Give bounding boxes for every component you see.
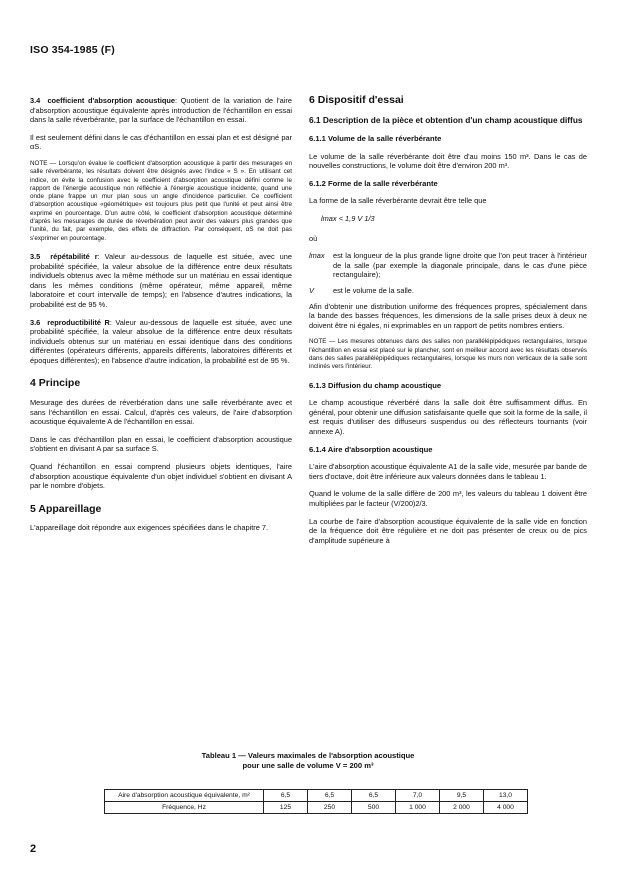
section-6-1-4-p2: Quand le volume de la salle diffère de 200 m³, les valeurs du tableau 1 doivent être multipliées par le facteur (V/200)2/3.	[309, 489, 587, 508]
row-label-absorption: Aire d'absorption acoustique équivalente, m²	[105, 790, 264, 802]
section-6-1-2-p1: La forme de la salle réverbérante devrait être telle que	[309, 196, 487, 206]
table-row: Fréquence, Hz 125 250 500 1 000 2 000 4 000	[105, 802, 528, 814]
page-number: 2	[30, 843, 37, 855]
section-4-p2: Dans le cas d'échantillon plan en essai, le coefficient d'absorption acoustique s'obtient en divisant A par sa surface S.	[30, 434, 292, 454]
section-6-1-4-p3: La courbe de l'aire d'absorption acoustique équivalente de la salle vide en fonction de la fréquence doit être régulière et ne doit pas présenter de creux ou de pics d'amplitude supérieure à	[309, 516, 587, 545]
section-6-title: 6 Dispositif d'essai	[309, 94, 404, 106]
definition-lmax: lmax est la longueur de la plus grande ligne droite que l'on peut tracer à l'intérieur de la salle (par exemple la diagonale principale, dans le cas d'une pièce rectangulaire);	[309, 251, 587, 280]
clause-3-5: 3.5 répétabilité r: Valeur au-dessous de laquelle est située, avec une probabilité spécifiée, la valeur absolue de la différence entre deux résultats individuels obtenus avec la même méthode sur un matériau en essai identique dans les mêmes conditions (même opérateur, même appareil, même laboratoire et court intervalle de temps); en l'absence d'autres indications, la probabilité est de 95 %.	[30, 251, 293, 309]
section-6-1-4-p1: L'aire d'absorption acoustique équivalente A1 de la salle vide, mesurée par bande de tiers d'octave, doit être inférieure aux valeurs données dans le tableau 1.	[309, 462, 587, 481]
running-header: ISO 354-1985 (F)	[30, 44, 115, 56]
section-6-1-3-p: Le champ acoustique réverbéré dans la salle doit être suffisamment diffus. En général, pour obtenir une diffusion satisfaisante quelle que soit la forme de la salle, il est requis d'utiliser des diffuseurs suspendus ou des réflecteurs tournants (voir annexe A).	[309, 398, 587, 436]
section-6-1-4-title: 6.1.4 Aire d'absorption acoustique	[309, 444, 433, 454]
section-4-title: 4 Principe	[30, 377, 81, 390]
table-1	[104, 789, 528, 814]
section-6-1-2-note: NOTE — Les mesures obtenues dans des salles non parallélépipédiques rectangulaires, lorsque l'échantillon en essai est placé sur le plancher, sont en meilleur accord avec les résultats observés dans des salles parallélépipédiques rectangulaires, lorsque les murs non verticaux de la salle sont inclinés vers l'intérieur.	[309, 338, 587, 371]
section-4-p3: Quand l'échantillon en essai comprend plusieurs objets identiques, l'aire d'absorption acoustique équivalente d'un objet individuel s'obtient en divisant A par le nombre d'objets.	[30, 462, 292, 491]
right-column	[309, 96, 587, 553]
clause-3-4-p2: Il est seulement défini dans le cas d'échantillon en essai plan et est désigné par αS.	[30, 132, 292, 152]
ou-word: où	[309, 233, 318, 243]
section-6-1-2-title: 6.1.2 Forme de la salle réverbérante	[309, 178, 438, 188]
left-column	[30, 96, 292, 541]
table-row: Aire d'absorption acoustique équivalente, m² 6,5 6,5 6,5 7,0 9,5 13,0	[105, 790, 528, 802]
definition-v: V est le volume de la salle.	[309, 286, 414, 296]
section-6-1-2-p2: Afin d'obtenir une distribution uniforme des fréquences propres, spécialement dans la bande des basses fréquences, les dimensions de la salle prises deux à deux ne doivent être ni égales, ni exprimables en un rapport de petits nombres entiers.	[309, 301, 587, 330]
section-5-title: 5 Appareillage	[30, 502, 102, 515]
clause-3-6: 3.6 reproductibilité R: Valeur au-dessous de laquelle est située, avec une probabilité spécifiée, la valeur absolue de la différence entre deux résultats individuels obtenus sur un matériau en essai identique dans des conditions différentes (opérateurs différents, appareils différents, laboratoires différents et époques différentes); en l'absence d'autre indication, la probabilité est de 95 %.	[30, 317, 292, 365]
section-4-p1: Mesurage des durées de réverbération dans une salle réverbérante avec et sans l'échantillon en essai. Calcul, d'après ces valeurs, de l'aire d'absorption acoustique équivalente A de l'échantillon en essai.	[30, 398, 292, 427]
clause-3-4-note: NOTE — Lorsqu'on évalue le coefficient d'absorption acoustique à partir des mesurages en salle réverbérante, les résultats doivent être désignés avec l'indice « S ». En utilisant cet indice, on évite la confusion avec le coefficient d'absorption acoustique défini comme le rapport de l'énergie acoustique non réfléchie à l'énergie acoustique incidente, quand une onde plane frappe un mur plan sous un angle d'incidence particulier. Ce coefficient d'absorption acoustique «géométrique» est toujours plus petit que l'unité et peut ainsi être exprimé en pourcentage. D'un autre côté, le coefficient d'absorption acoustique déterminé d'après les mesurages de durée de réverbération peut avoir des valeurs plus grandes que l'unité, du fait, par exemple, des effets de diffraction. Par conséquent, αS ne doit pas s'exprimer en pourcentage.	[30, 159, 292, 242]
table-title: Tableau 1 — Valeurs maximales de l'absorption acoustique pour une salle de volume V = 200 m³	[201, 751, 415, 770]
section-6-1-title: 6.1 Description de la pièce et obtention d'un champ acoustique diffus	[309, 114, 583, 125]
section-6-1-3-title: 6.1.3 Diffusion du champ acoustique	[309, 380, 442, 390]
section-6-1-1-title: 6.1.1 Volume de la salle réverbérante	[309, 134, 442, 144]
clause-3-4: 3.4 coefficient d'absorption acoustique: Quotient de la variation de l'aire d'absorption acoustique équivalente après introduction de l'échantillon en essai dans la salle réverbérante, par la surface de l'échantillon en essai.	[30, 96, 292, 125]
section-6-1-1-p: Le volume de la salle réverbérante doit être d'au moins 150 m³. Dans le cas de nouvelles constructions, le volume doit être d'environ 200 m³.	[309, 151, 587, 171]
row-label-frequency: Fréquence, Hz	[105, 802, 264, 814]
formula: lmax < 1,9 V 1/3	[321, 214, 375, 224]
section-5-p1: L'appareillage doit répondre aux exigences spécifiées dans le chapitre 7.	[30, 523, 269, 533]
